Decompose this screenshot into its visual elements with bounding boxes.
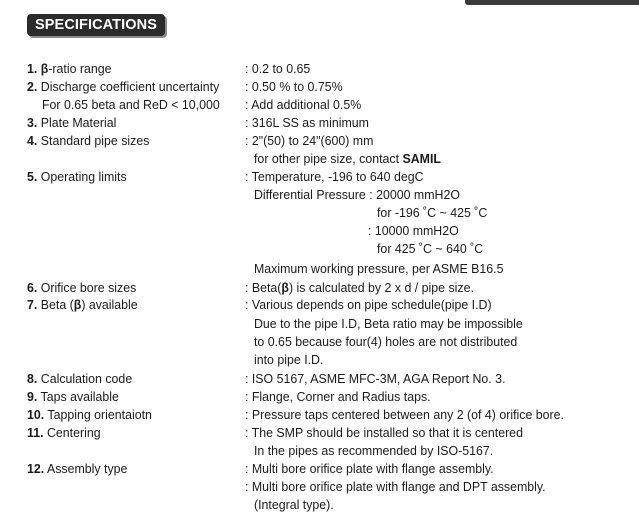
spec-label-1: 1. β-ratio range (27, 61, 112, 76)
top-window-bar (465, 0, 639, 5)
spec-value-11-note: In the pipes as recommended by ISO-5167. (254, 443, 494, 458)
spec-label-8: 8. Calculation code (27, 371, 133, 386)
spec-label-3: 3. Plate Material (27, 115, 117, 130)
spec-value-2: : 0.50 % to 0.75% (245, 79, 343, 94)
spec-label-5: 5. Operating limits (27, 169, 127, 184)
spec-value-12b-note: (Integral type). (254, 497, 334, 512)
spec-value-3: : 316L SS as minimum (245, 115, 369, 130)
section-title: SPECIFICATIONS (27, 14, 165, 36)
spec-value-9: : Flange, Corner and Radius taps. (245, 389, 431, 404)
spec-label-7: 7. Beta (β) available (27, 297, 138, 312)
spec-value-7-note2: to 0.65 because four(4) holes are not distributed (254, 334, 518, 349)
spec-value-4: : 2"(50) to 24"(600) mm (245, 133, 374, 148)
spec-value-7-note3: into pipe I.D. (254, 352, 324, 367)
spec-value-1: : 0.2 to 0.65 (245, 61, 311, 76)
spec-value-10: : Pressure taps centered between any 2 (of 4) orifice bore. (245, 407, 564, 422)
spec-value-6: : Beta(β) is calculated by 2 x d / pipe size. (245, 280, 474, 295)
spec-value-5-dp2: : 10000 mmH2O (368, 223, 459, 238)
brand-name: SAMIL (402, 151, 441, 166)
spec-label-6: 6. Orifice bore sizes (27, 280, 137, 295)
spec-label-4: 4. Standard pipe sizes (27, 133, 150, 148)
spec-label-11: 11. Centering (27, 425, 101, 440)
spec-value-7-note1: Due to the pipe I.D, Beta ratio may be impossible (254, 316, 523, 331)
spec-value-4-note: for other pipe size, contact SAMIL (254, 151, 441, 166)
spec-value-2-sub: : Add additional 0.5% (245, 97, 362, 112)
spec-value-12b: : Multi bore orifice plate with flange and DPT assembly. (245, 479, 546, 494)
spec-value-7: : Various depends on pipe schedule(pipe I.D) (245, 297, 492, 312)
spec-value-5-dp-range1: for -196 ˚C ~ 425 ˚C (377, 205, 488, 220)
spec-value-5-mwp: Maximum working pressure, per ASME B16.5 (254, 261, 504, 276)
spec-label-2-sub: For 0.65 beta and ReD < 10,000 (42, 97, 220, 112)
spec-label-9: 9. Taps available (27, 389, 119, 404)
spec-value-5-dp-range2: for 425 ˚C ~ 640 ˚C (377, 241, 484, 256)
spec-label-10: 10. Tapping orientaiotn (27, 407, 152, 422)
spec-label-12: 12. Assembly type (27, 461, 128, 476)
spec-value-12a: : Multi bore orifice plate with flange assembly. (245, 461, 494, 476)
spec-value-5-dp: Differential Pressure : 20000 mmH2O (254, 187, 460, 202)
spec-label-2: 2. Discharge coefficient uncertainty (27, 79, 220, 94)
spec-value-5-temp: : Temperature, -196 to 640 degC (245, 169, 424, 184)
spec-value-8: : ISO 5167, ASME MFC-3M, AGA Report No. 3. (245, 371, 506, 386)
spec-value-11: : The SMP should be installed so that it is centered (245, 425, 523, 440)
